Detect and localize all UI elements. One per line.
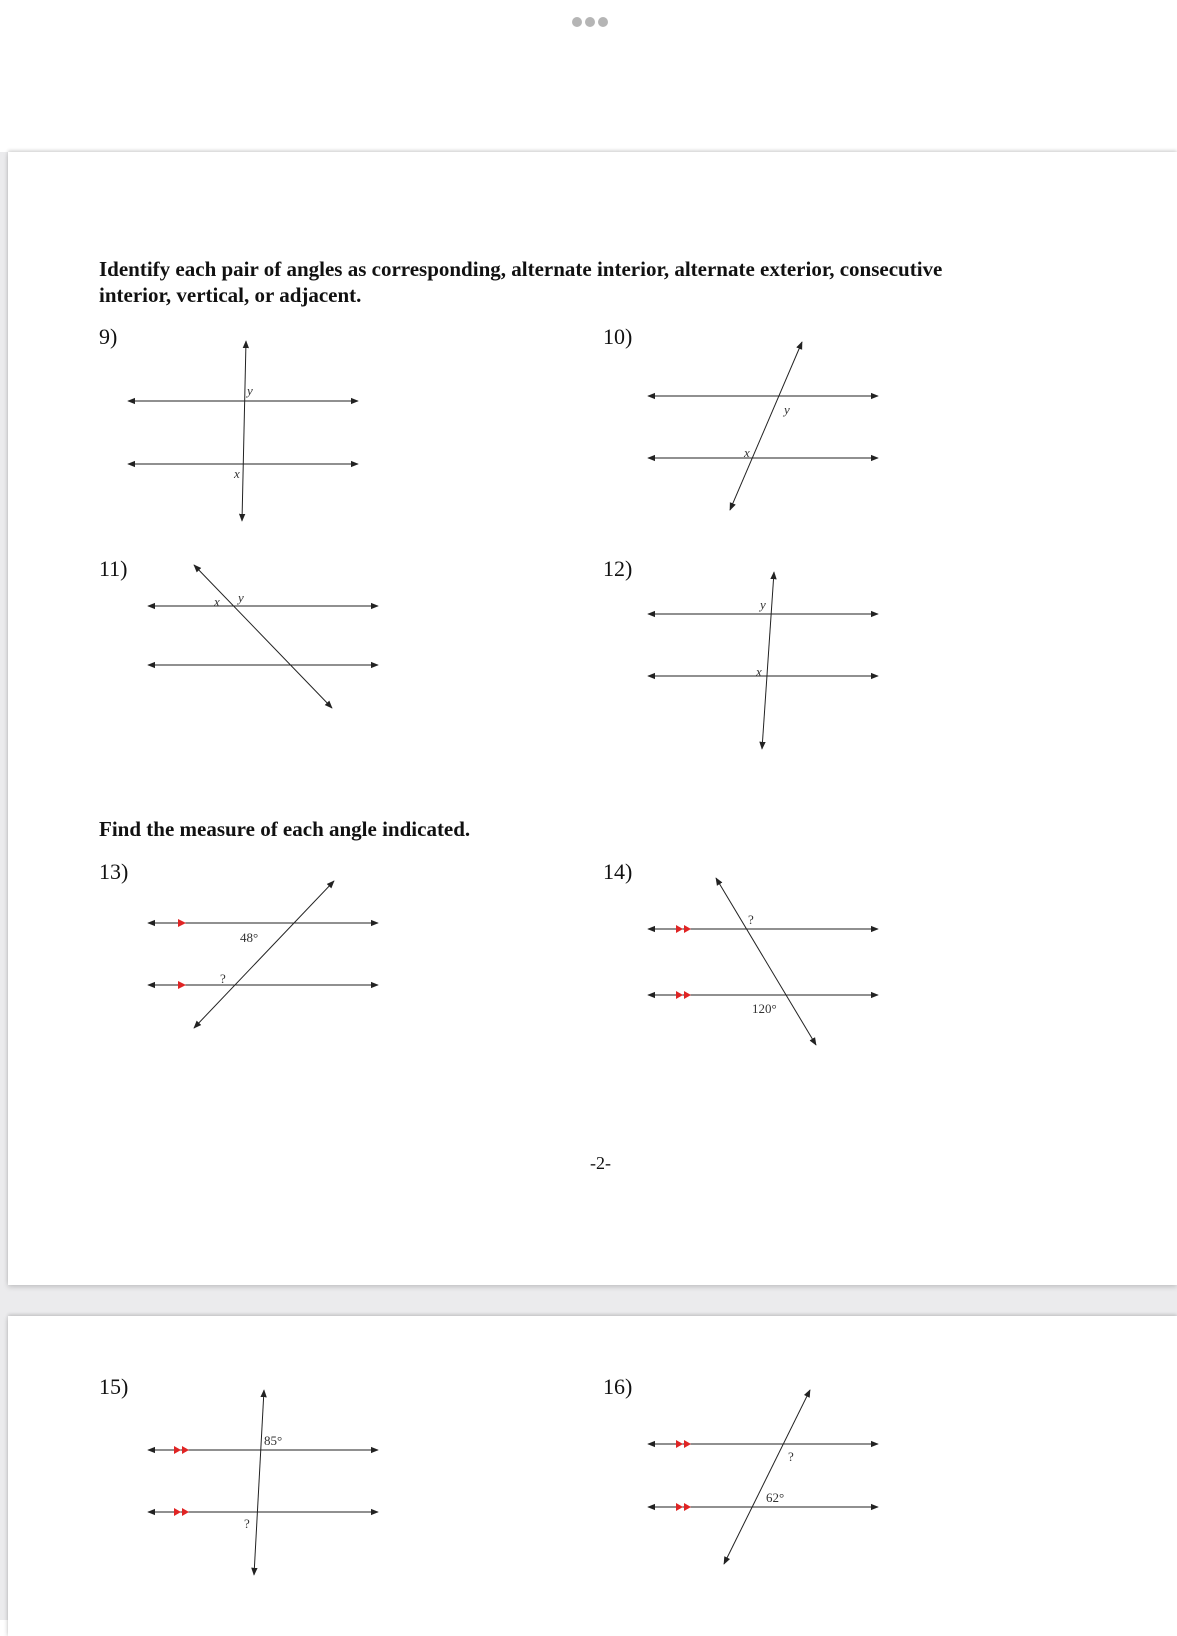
transversal-line [194, 881, 334, 1028]
instructions-line-1: Identify each pair of angles as corresponding, alternate interior, alternate exterior, consecutive [99, 257, 943, 281]
more-options-icon[interactable] [572, 14, 612, 26]
dot-icon [585, 17, 595, 27]
problem-14-figure [638, 872, 898, 1072]
page-number: -2- [590, 1153, 611, 1173]
problem-9-number: 9) [99, 324, 118, 349]
transversal-line [254, 1390, 264, 1575]
problem-16-figure [638, 1386, 898, 1586]
angle-label-x: x [756, 664, 762, 679]
angle-label-given: 62° [766, 1490, 785, 1505]
transversal-line [716, 878, 816, 1045]
angle-label-y: y [784, 402, 790, 417]
angle-label-y: y [247, 383, 253, 398]
dot-icon [598, 17, 608, 27]
problem-13-number: 13) [99, 859, 129, 884]
angle-label-unknown: ? [244, 1516, 250, 1531]
angle-label-y: y [238, 590, 244, 605]
problem-10-figure [638, 337, 898, 537]
angle-label-y: y [760, 597, 766, 612]
problem-14-number: 14) [603, 859, 633, 884]
parallel-marker-icon [178, 919, 186, 927]
angle-label-given: 120° [752, 1001, 777, 1016]
transversal-line [194, 565, 332, 708]
dot-icon [572, 17, 582, 27]
problem-11-figure [138, 562, 398, 742]
problem-16-number: 16) [603, 1374, 633, 1399]
problem-12-figure [638, 570, 898, 770]
transversal-line [242, 341, 246, 521]
parallel-marker-icon [178, 981, 186, 989]
instructions-line-2: interior, vertical, or adjacent. [99, 283, 362, 307]
problem-13-figure [138, 872, 398, 1052]
problem-11-number: 11) [99, 556, 128, 581]
angle-label-unknown: ? [220, 971, 226, 986]
instructions-find-measure: Find the measure of each angle indicated. [99, 817, 471, 841]
angle-label-x: x [234, 466, 240, 481]
problem-12-number: 12) [603, 556, 633, 581]
worksheet-page-2 [8, 1316, 1177, 1636]
angle-label-unknown: ? [748, 912, 754, 927]
problem-15-number: 15) [99, 1374, 129, 1399]
transversal-line [730, 342, 802, 510]
angle-label-given: 48° [240, 930, 259, 945]
angle-label-x: x [744, 445, 750, 460]
worksheet-page-1 [8, 152, 1177, 1285]
angle-label-x: x [214, 594, 220, 609]
problem-15-figure [138, 1388, 398, 1588]
instructions-identify [99, 256, 942, 308]
problem-9-figure [118, 337, 378, 537]
transversal-line [724, 1390, 810, 1564]
angle-label-unknown: ? [788, 1449, 794, 1464]
angle-label-given: 85° [264, 1433, 283, 1448]
problem-10-number: 10) [603, 324, 633, 349]
